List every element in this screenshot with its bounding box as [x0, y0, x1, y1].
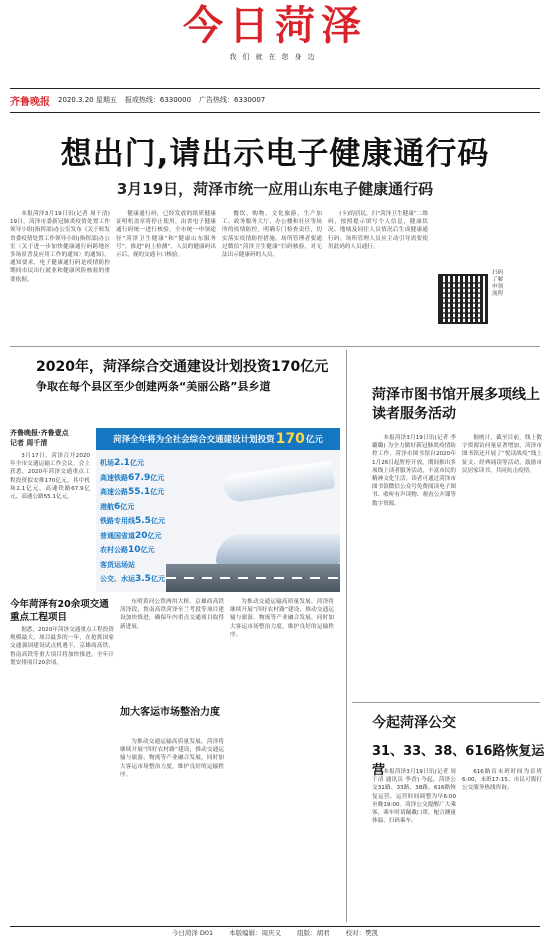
masthead-slogan: 我们就在您身边 — [229, 53, 321, 61]
qr-code — [438, 274, 488, 324]
traffic-byline: 齐鲁晚报·齐鲁壹点 记者 周千清 — [10, 429, 69, 447]
library-headline: 菏泽市图书馆开展多项线上读者服务活动 — [372, 387, 540, 422]
lead-column-1: 本报菏泽3月19日讯(记者 周千清) 19日，菏泽市委新冠肺炎疫情处置工作领导小组(指挥部)办公室发布《关于转发省委疫情处置工作领导小组(指挥部)办公室〈关于进一步加快健康通行码跨地区多场景普及应用工作的通知〉的通知》。通知要求，电子健康通行码是疫情防控期间市民出行就业和健康风险核验的重要依据。 — [10, 211, 110, 283]
library-column-2: 据统计，截至目前，线上数字资源访问量显著增加，菏泽市图书馆还开展了“悦读战疫”线上征文、经典诵读等活动，鼓励市民居家读书，共同抗击疫情。 — [462, 435, 542, 474]
traffic-section1-body: 据悉，2020年菏泽交通重点工程投资规模最大、项目最多的一年，在抢抓国家交通强国建设试点机遇下，京雄商高铁、鲁南高铁等重大项目将加快推进，全年计划安排项目20余项。 — [10, 627, 114, 666]
road-illustration — [166, 564, 340, 592]
masthead — [0, 0, 550, 68]
issue-bar — [10, 92, 540, 108]
traffic-section2-title: 加大客运市场整治力度 — [120, 707, 220, 718]
airplane-illustration — [223, 460, 336, 503]
investment-stat: 公交、水运3.5亿元 — [100, 574, 165, 584]
investment-infographic — [96, 428, 340, 592]
brand-name: 齐鲁晚报 — [10, 96, 50, 108]
page-footer: 今日菏泽 D01 本版编辑：周庆义 组版：胡君 校对：樊凯 — [10, 926, 540, 938]
traffic-column-2b: 为推动交通运输高质量发展，菏泽将继续开展“四好农村路”建设，推动交通运输与旅游、物流等产业融合发展，同时加大客运市场整治力度，维护良好的运输秩序。 — [120, 739, 224, 778]
investment-stat: 铁路专用线5.5亿元 — [100, 516, 165, 526]
masthead-rule — [10, 88, 540, 89]
bus-column-1: 本报菏泽3月19日讯(记者 周千清 通讯员 李香) 今起，菏泽公交31路、33路、38路、616路恢复运营，运营时间调整为早6:00至晚19:00。菏泽公交提醒广大乘客，乘车时请佩戴口罩，配合测量体温，扫码乘车。 — [372, 769, 456, 825]
bus-column-2: 616路首末班时间为首班6:00，末班17:15。市民可拨打公交服务热线咨询。 — [462, 769, 542, 792]
investment-stat: 农村公路10亿元 — [100, 545, 155, 555]
investment-stat: 高速公路55.1亿元 — [100, 487, 165, 497]
traffic-section1-title: 今年菏泽有20余项交通重点工程项目 — [10, 599, 109, 623]
traffic-intro: 3月17日，菏泽召开2020年全市交通运输工作会议。会上获悉，2020年菏泽交通重点工程投资拟安排170亿元，其中机场2.1亿元、高速铁路67.9亿元、高速公路55.1亿元。 — [10, 453, 90, 501]
investment-stat: 机场2.1亿元 — [100, 458, 144, 468]
page-headline: 想出门,请出示电子健康通行码 — [60, 136, 490, 172]
investment-stat: 客货运场站 — [100, 560, 135, 569]
investment-stat: 港航6亿元 — [100, 501, 135, 512]
infographic-header: 菏泽全年将为全社会综合交通建设计划投资 170 亿元 — [96, 428, 340, 450]
qr-label: 扫码了解申领流程 — [492, 270, 504, 297]
paper-logo: 今日菏泽 — [183, 3, 367, 49]
traffic-subhead: 争取在每个县区至少创建两条“美丽公路”县乡道 — [36, 380, 271, 393]
library-column-1: 本报菏泽3月19日讯(记者 李璐璐) 为全力做好新冠肺炎疫情防控工作，菏泽市图书馆自2020年1月26日起暂停开放，期间推出多项线上读者服务活动，丰富市民的精神文化生活。读者可通过菏泽市图书馆微信公众号免费阅读电子图书、收听有声读物、观看公开课等数字资源。 — [372, 435, 456, 507]
news-hotline: 报或热线：6330000 — [124, 96, 192, 104]
library-divider — [352, 702, 540, 703]
investment-stat: 高速铁路67.9亿元 — [100, 472, 165, 483]
traffic-column-2a: 东明黄河公铁两用大桥、京雄商高铁菏泽段、鲁南高铁菏泽至兰考段等项目建设加快推进，确保年内重点交通项目取得新进展。 — [120, 599, 224, 630]
page-subhead: 3月19日，菏泽市统一应用山东电子健康通行码 — [116, 180, 434, 198]
lead-column-3: 餐饮、购物、文化旅游、生产加工、政务服务大厅、办公楼和社区等场所的疫情防控，明确专门检查责任，切实落实疫情防控措施。场所管理者要通过微信“菏泽卫生健康”扫码核验，对无法出示健康码的人员。 — [222, 211, 322, 259]
bus-headline: 今起菏泽公交 — [372, 715, 456, 731]
lead-column-4: (卡)的居民，扫“菏泽卫生健康”二维码，按照提示填写个人信息，健康状况、地域及同住人员情况后生成健康通行码。场所管理人员应主动引导需要使用此码的人员通行。 — [328, 211, 428, 250]
issue-date: 2020.3.20 星期五 — [58, 96, 117, 104]
column-divider — [346, 350, 347, 922]
traffic-headline: 2020年，菏泽综合交通建设计划投资170亿元 — [36, 359, 329, 375]
train-illustration — [216, 534, 340, 564]
bus-subhead: 31、33、38、616路恢复运营 — [372, 744, 545, 778]
lead-column-2: 健康通行码，已经发放的纸质健康证明机盖章将停止使用，由省电子健康通行码统一进行核验。全市统一申领途径“菏泽卫生健康”和“健康山东服务号”。推进“码上检测”，人员的健康码出示后，视的交通卡口核验。 — [116, 211, 216, 259]
ad-hotline: 广告热线：6330007 — [199, 96, 266, 104]
investment-stat: 普通国省道20亿元 — [100, 530, 162, 541]
section-divider — [10, 346, 540, 347]
traffic-column-3: 为推动交通运输高质量发展，菏泽将继续开展“四好农村路”建设，推动交通运输与旅游、物流等产业融合发展，同时加大客运市场整治力度，维护良好的运输秩序。 — [230, 599, 334, 638]
issue-rule — [10, 112, 540, 113]
